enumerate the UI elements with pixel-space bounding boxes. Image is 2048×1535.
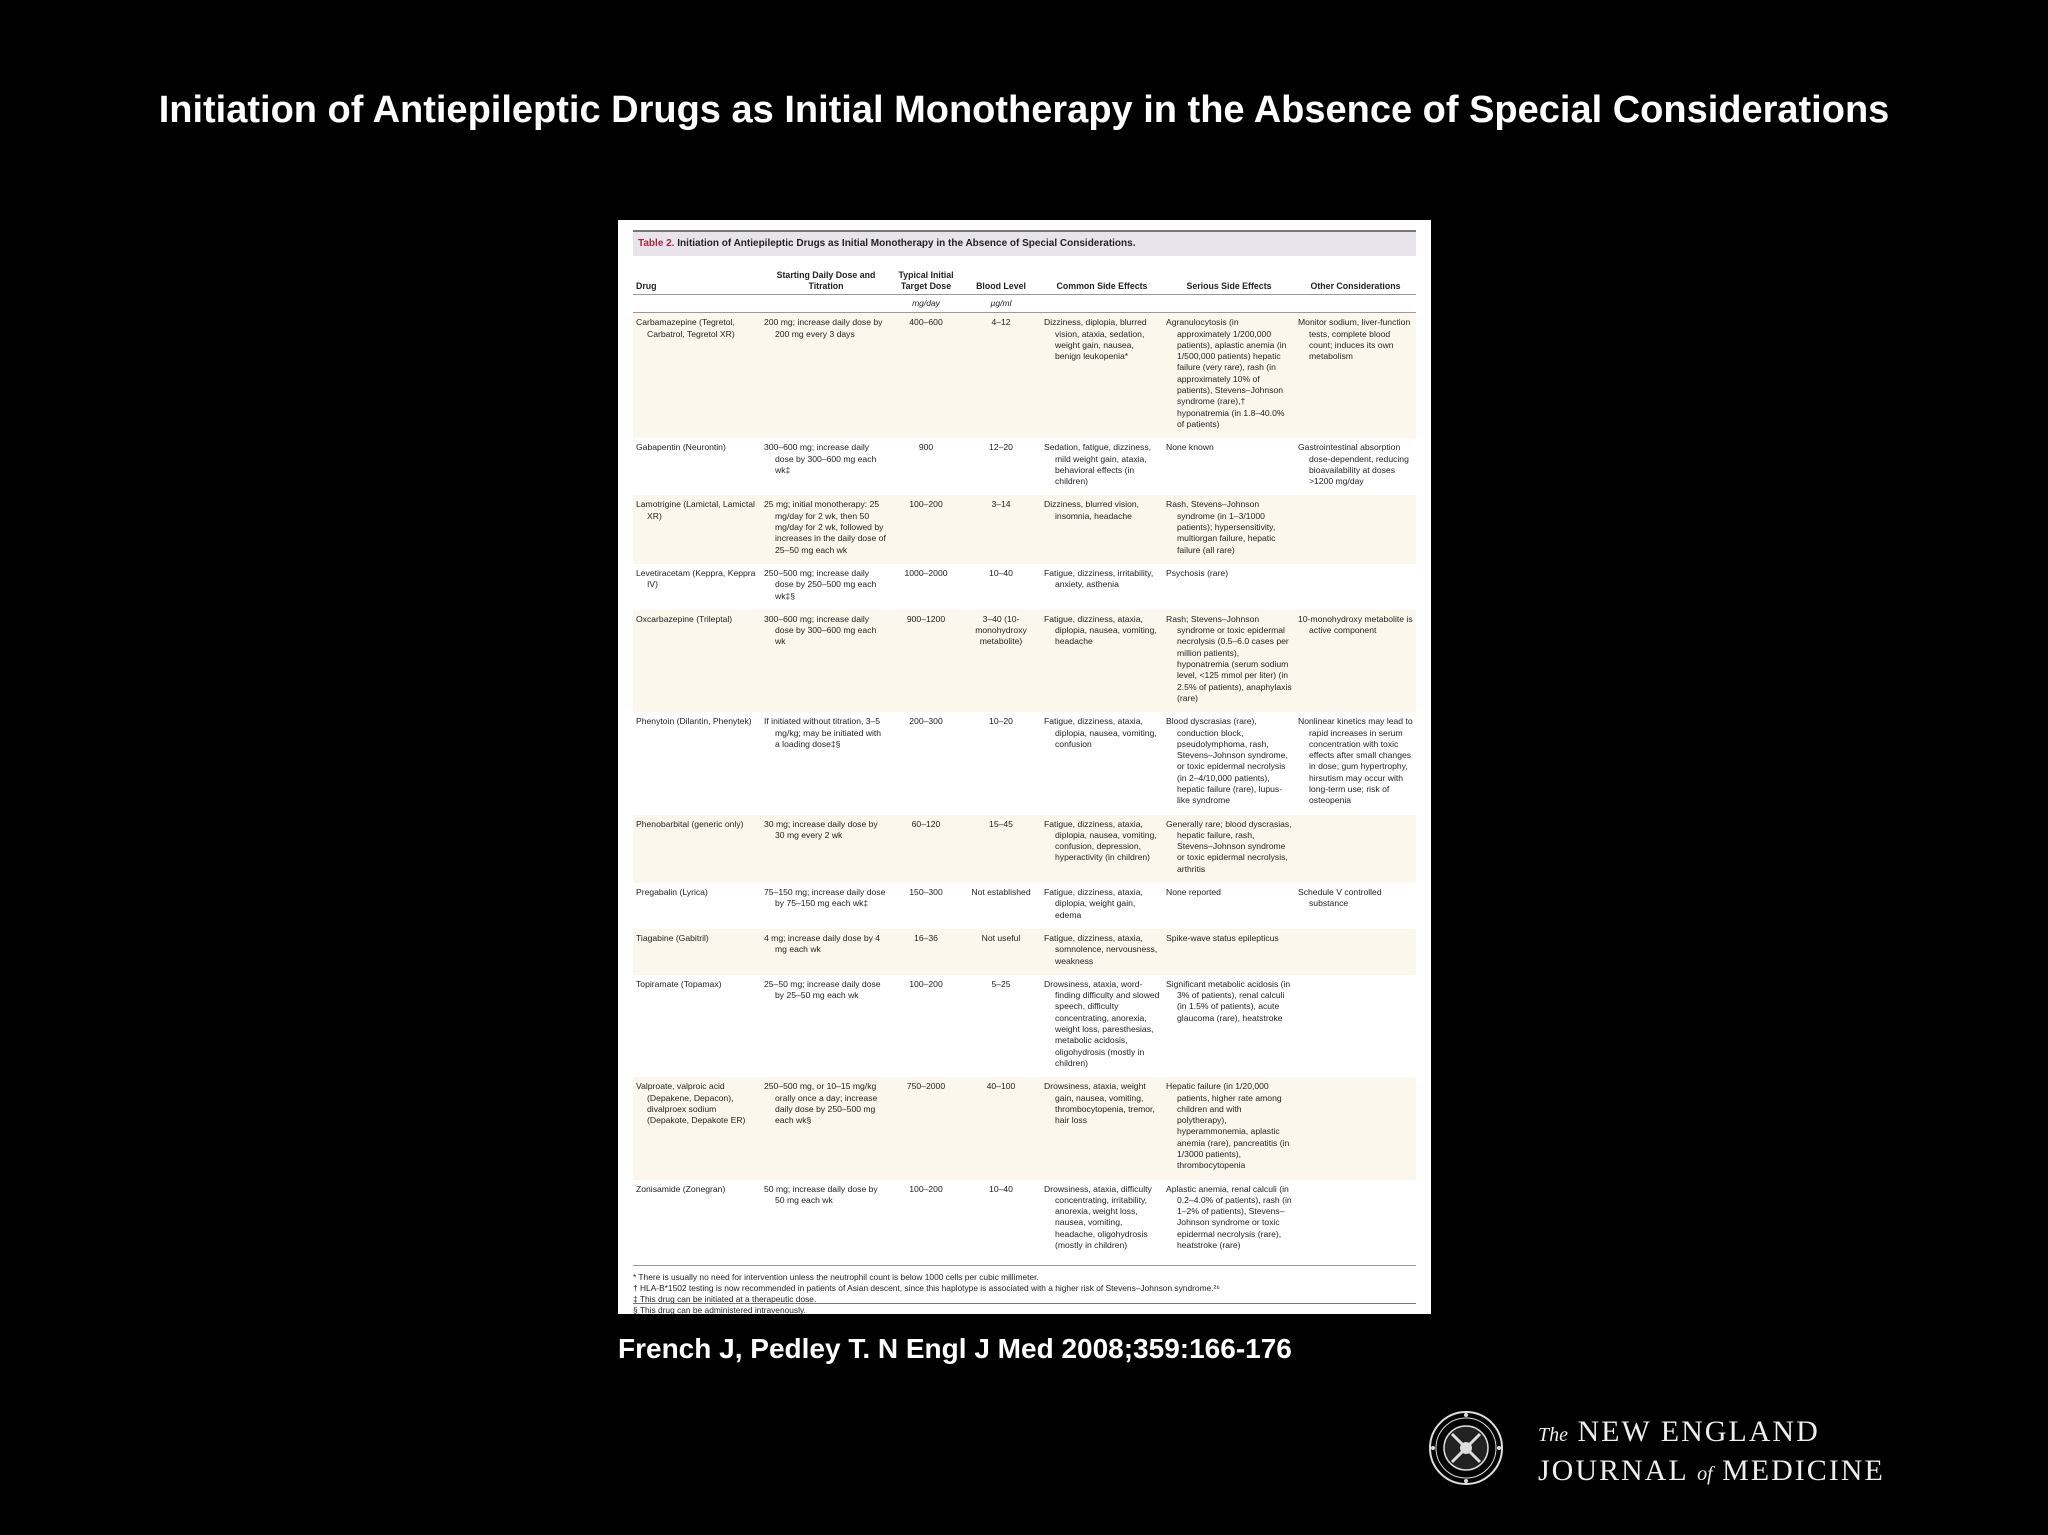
unit-cell [761,295,891,313]
table-cell: Nonlinear kinetics may lead to rapid increases in serum concentration with toxic effects after small changes in dose; gum hypertrophy, hirsutism may occur with long-term use; risk of osteopenia [1298,716,1413,806]
citation: French J, Pedley T. N Engl J Med 2008;359:166-176 [618,1333,1292,1364]
table-cell: 100–200 [909,978,943,989]
table-cell: 30 mg; increase daily dose by 30 mg every 2 wk [761,815,891,883]
table-cell: Blood dyscrasias (rare), conduction block, pseudolymphoma, rash, Stevens–Johnson syndrome, or toxic epidermal necrolysis (in 2–4/10,000 patients), hepatic failure (rare), lupus-like syndrome [1166,716,1288,806]
column-header: Serious Side Effects [1186,280,1272,291]
table-cell: Generally rare; blood dyscrasias, hepatic failure, rash, Stevens–Johnson syndrome or toxic epidermal necrolysis, arthritis [1163,815,1295,883]
logo-journal: JOURNAL [1538,1454,1688,1487]
table-cell: 250–500 mg, or 10–15 mg/kg orally once a day; increase daily dose by 250–500 mg each wk§ [761,1077,891,1179]
table-cell [1295,975,1416,1077]
table-cell: 4 mg; increase daily dose by 4 mg each wk [761,929,891,975]
column-header: Starting Daily Dose and Titration [776,270,876,291]
unit-cell [1041,295,1163,313]
table-cell: 50 mg; increase daily dose by 50 mg each wk [764,1183,878,1205]
footnote: ‡ This drug can be initiated at a therapeutic dose. [633,1294,817,1305]
table-row [633,495,1416,563]
table-header-row [633,256,1416,295]
table-cell: Rash; Stevens–Johnson syndrome or toxic epidermal necrolysis (0.5–6.0 cases per million patients), hyponatremia (serum sodium level, <125 mmol per liter) (in 2.5% of patients), anaphylaxis (rare) [1163,610,1295,712]
table-cell: 12–20 [989,442,1013,453]
table-row [633,1180,1416,1260]
table-cell: Drowsiness, ataxia, difficulty concentrating, irritability, anorexia, weight loss, nausea, vomiting, headache, oligohydrosis (mostly in children) [1044,1183,1152,1251]
document-bottom-rule [633,1303,1416,1304]
table-row [633,712,1416,814]
table-cell: 200 mg; increase daily dose by 200 mg every 3 days [761,313,891,438]
table-cell: Lamotrigine (Lamictal, Lamictal XR) [633,495,761,563]
table-cell: Oxcarbazepine (Trileptal) [633,610,761,712]
table-cell: 3–40 (10-monohydroxy metabolite) [961,610,1041,712]
unit-cell: µg/ml [961,295,1041,313]
table-row [633,438,1416,495]
table-cell: Gastrointestinal absorption dose-dependent, reducing bioavailability at doses >1200 mg/day [1298,442,1409,487]
table-cell: Drowsiness, ataxia, weight gain, nausea, vomiting, thrombocytopenia, tremor, hair loss [1041,1077,1163,1179]
table-body [633,313,1416,1260]
table-cell: Monitor sodium, liver-function tests, complete blood count; induces its own metabolism [1295,313,1416,438]
table-cell: 16–36 [891,929,961,975]
table-cell: 400–600 [891,313,961,438]
table-row [633,883,1416,929]
logo-medicine: MEDICINE [1722,1454,1885,1487]
table-cell: Schedule V controlled substance [1298,887,1382,909]
table-cell: Spike-wave status epilepticus [1163,929,1295,975]
table-cell: Not established [971,887,1031,898]
table-cell: If initiated without titration, 3–5 mg/kg; may be initiated with a loading dose‡§ [764,716,882,749]
table-cell: 100–200 [909,1183,943,1194]
table-cell: Fatigue, dizziness, ataxia, somnolence, nervousness, weakness [1041,929,1163,975]
table-cell: 25 mg; initial monotherapy: 25 mg/day for 2 wk, then 50 mg/day for 2 wk, followed by increases in the daily dose of 25–50 mg each wk [761,495,891,563]
table-cell: 300–600 mg; increase daily dose by 300–600 mg each wk‡ [764,442,877,475]
table-footnotes [633,1265,1416,1316]
table-cell: 10–40 [989,567,1013,578]
table-row [633,929,1416,975]
table-cell: Fatigue, dizziness, ataxia, diplopia, nausea, vomiting, confusion [1044,716,1157,749]
column-header: Drug [636,280,657,291]
table-cell: 15–45 [961,815,1041,883]
table-cell: Valproate, valproic acid (Depakene, Depacon), divalproex sodium (Depakote, Depakote ER) [633,1077,761,1179]
table-cell: 1000–2000 [904,567,948,578]
table-cell: Zonisamide (Zonegran) [636,1183,726,1194]
table-row [633,975,1416,1077]
nejm-seal-icon [1428,1410,1504,1486]
table-cell: Fatigue, dizziness, ataxia, diplopia, nausea, vomiting, confusion, depression, hyperactivity (in children) [1041,815,1163,883]
table-cell: Dizziness, blurred vision, insomnia, headache [1041,495,1163,563]
unit-cell [1163,295,1295,313]
slide-title: Initiation of Antiepileptic Drugs as Initial Monotherapy in the Absence of Special Considerations [158,89,1890,131]
table-cell: Phenobarbital (generic only) [633,815,761,883]
table-cell: Fatigue, dizziness, ataxia, diplopia, weight gain, edema [1044,887,1143,920]
table-cell: 40–100 [961,1077,1041,1179]
table-cell: 10-monohydroxy metabolite is active component [1295,610,1416,712]
table-cell: 900–1200 [891,610,961,712]
footnote: † HLA-B*1502 testing is now recommended in patients of Asian descent, since this haplotype is associated with a higher risk of Stevens–Johnson syndrome.²⁶ [633,1283,1220,1294]
table-cell: 150–300 [909,887,943,898]
table-cell: 4–12 [961,313,1041,438]
table-cell: 75–150 mg; increase daily dose by 75–150 mg each wk‡ [764,887,886,909]
table-cell: Hepatic failure (in 1/20,000 patients, higher rate among children and with polytherapy), hyperammonemia, aplastic anemia (rare), pancreatitis (in 1/3000 patients), thrombocytopenia [1163,1077,1295,1179]
table-cell: Phenytoin (Dilantin, Phenytek) [636,716,752,727]
column-header: Typical Initial Target Dose [898,270,954,291]
table-row [633,610,1416,712]
table-cell: Agranulocytosis (in approximately 1/200,000 patients), aplastic anemia (in 1/500,000 patients) hepatic failure (very rare), rash (in approximately 10% of patients), Stevens–Johnson syndrome (rare),† hyponatremia (in 1.8–40.0% of patients) [1163,313,1295,438]
unit-cell: mg/day [891,295,961,313]
table-cell: 5–25 [991,978,1011,989]
logo-of: of [1697,1463,1713,1485]
nejm-logo [1538,1414,1885,1492]
table-cell: Dizziness, diplopia, blurred vision, ataxia, sedation, weight gain, nausea, benign leukopenia* [1041,313,1163,438]
table-cell [1295,1077,1416,1179]
units-row [633,295,1416,313]
table-cell: Rash, Stevens–Johnson syndrome (in 1–3/1000 patients); hypersensitivity, multiorgan failure, hepatic failure (all rare) [1163,495,1295,563]
table-cell: Pregabalin (Lyrica) [636,887,708,898]
table-cell [1295,1180,1416,1260]
table-cell: Topiramate (Topamax) [636,978,722,989]
table-cell: 900 [918,442,934,453]
table-label: Table 2. [638,238,675,249]
table-cell [1295,929,1416,975]
table-document [618,220,1431,1314]
table-cell: 200–300 [909,716,943,727]
table-caption-text: Initiation of Antiepileptic Drugs as Initial Monotherapy in the Absence of Special Considerations. [677,238,1136,249]
logo-line1: NEW ENGLAND [1577,1415,1820,1448]
table-cell: Not useful [961,929,1041,975]
table-cell: Psychosis (rare) [1166,567,1229,578]
table-cell: Drowsiness, ataxia, word-finding difficulty and slowed speech, difficulty concentrating, anorexia, weight loss, paresthesias, metabolic acidosis, oligohydrosis (mostly in children) [1044,978,1160,1068]
unit-cell [633,295,761,313]
table-cell: Fatigue, dizziness, ataxia, diplopia, nausea, vomiting, headache [1041,610,1163,712]
unit-cell [1295,295,1416,313]
column-header: Common Side Effects [1056,280,1148,291]
column-header: Blood Level [976,280,1026,291]
table-cell: Fatigue, dizziness, irritability, anxiety, asthenia [1044,567,1154,590]
table-cell: 25–50 mg; increase daily dose by 25–50 mg each wk [764,978,881,1001]
table-cell: 3–14 [961,495,1041,563]
table-cell: Carbamazepine (Tegretol, Carbatrol, Tegretol XR) [633,313,761,438]
table-cell: 10–20 [989,716,1013,727]
table-cell: None reported [1166,887,1221,898]
table-cell: Tiagabine (Gabitril) [633,929,761,975]
table-cell: Aplastic anemia, renal calculi (in 0.2–4.0% of patients), rash (in 1–2% of patients), Stevens–Johnson syndrome or toxic epidermal necrolysis (rare), heatstroke (rare) [1166,1183,1292,1251]
table-cell: None known [1166,442,1214,453]
column-header: Other Considerations [1310,280,1401,291]
footnote: * There is usually no need for intervention unless the neutrophil count is below 1000 cells per cubic millimeter. [633,1272,1039,1283]
table-cell [1295,564,1416,610]
footnote: § This drug can be administered intravenously. [633,1305,806,1316]
drug-table [633,256,1416,1259]
table-cell: 250–500 mg; increase daily dose by 250–500 mg each wk‡§ [764,567,877,601]
table-row [633,815,1416,883]
table-cell: Sedation, fatigue, dizziness, mild weight gain, ataxia, behavioral effects (in children) [1044,442,1152,487]
table-cell: Levetiracetam (Keppra, Keppra IV) [636,567,756,590]
table-row [633,564,1416,610]
logo-prefix: The [1538,1424,1568,1446]
table-row [633,313,1416,438]
table-cell: Gabapentin (Neurontin) [636,442,726,453]
table-cell: 300–600 mg; increase daily dose by 300–600 mg each wk [761,610,891,712]
table-caption [633,230,1416,256]
table-cell: 750–2000 [891,1077,961,1179]
table-cell [1295,815,1416,883]
table-row [633,1077,1416,1179]
table-cell: Significant metabolic acidosis (in 3% of patients), renal calculi (in 1.5% of patients), acute glaucoma (rare), heatstroke [1166,978,1291,1023]
table-cell: 60–120 [891,815,961,883]
table-cell: 100–200 [891,495,961,563]
table-cell [1295,495,1416,563]
table-cell: 10–40 [989,1183,1013,1194]
